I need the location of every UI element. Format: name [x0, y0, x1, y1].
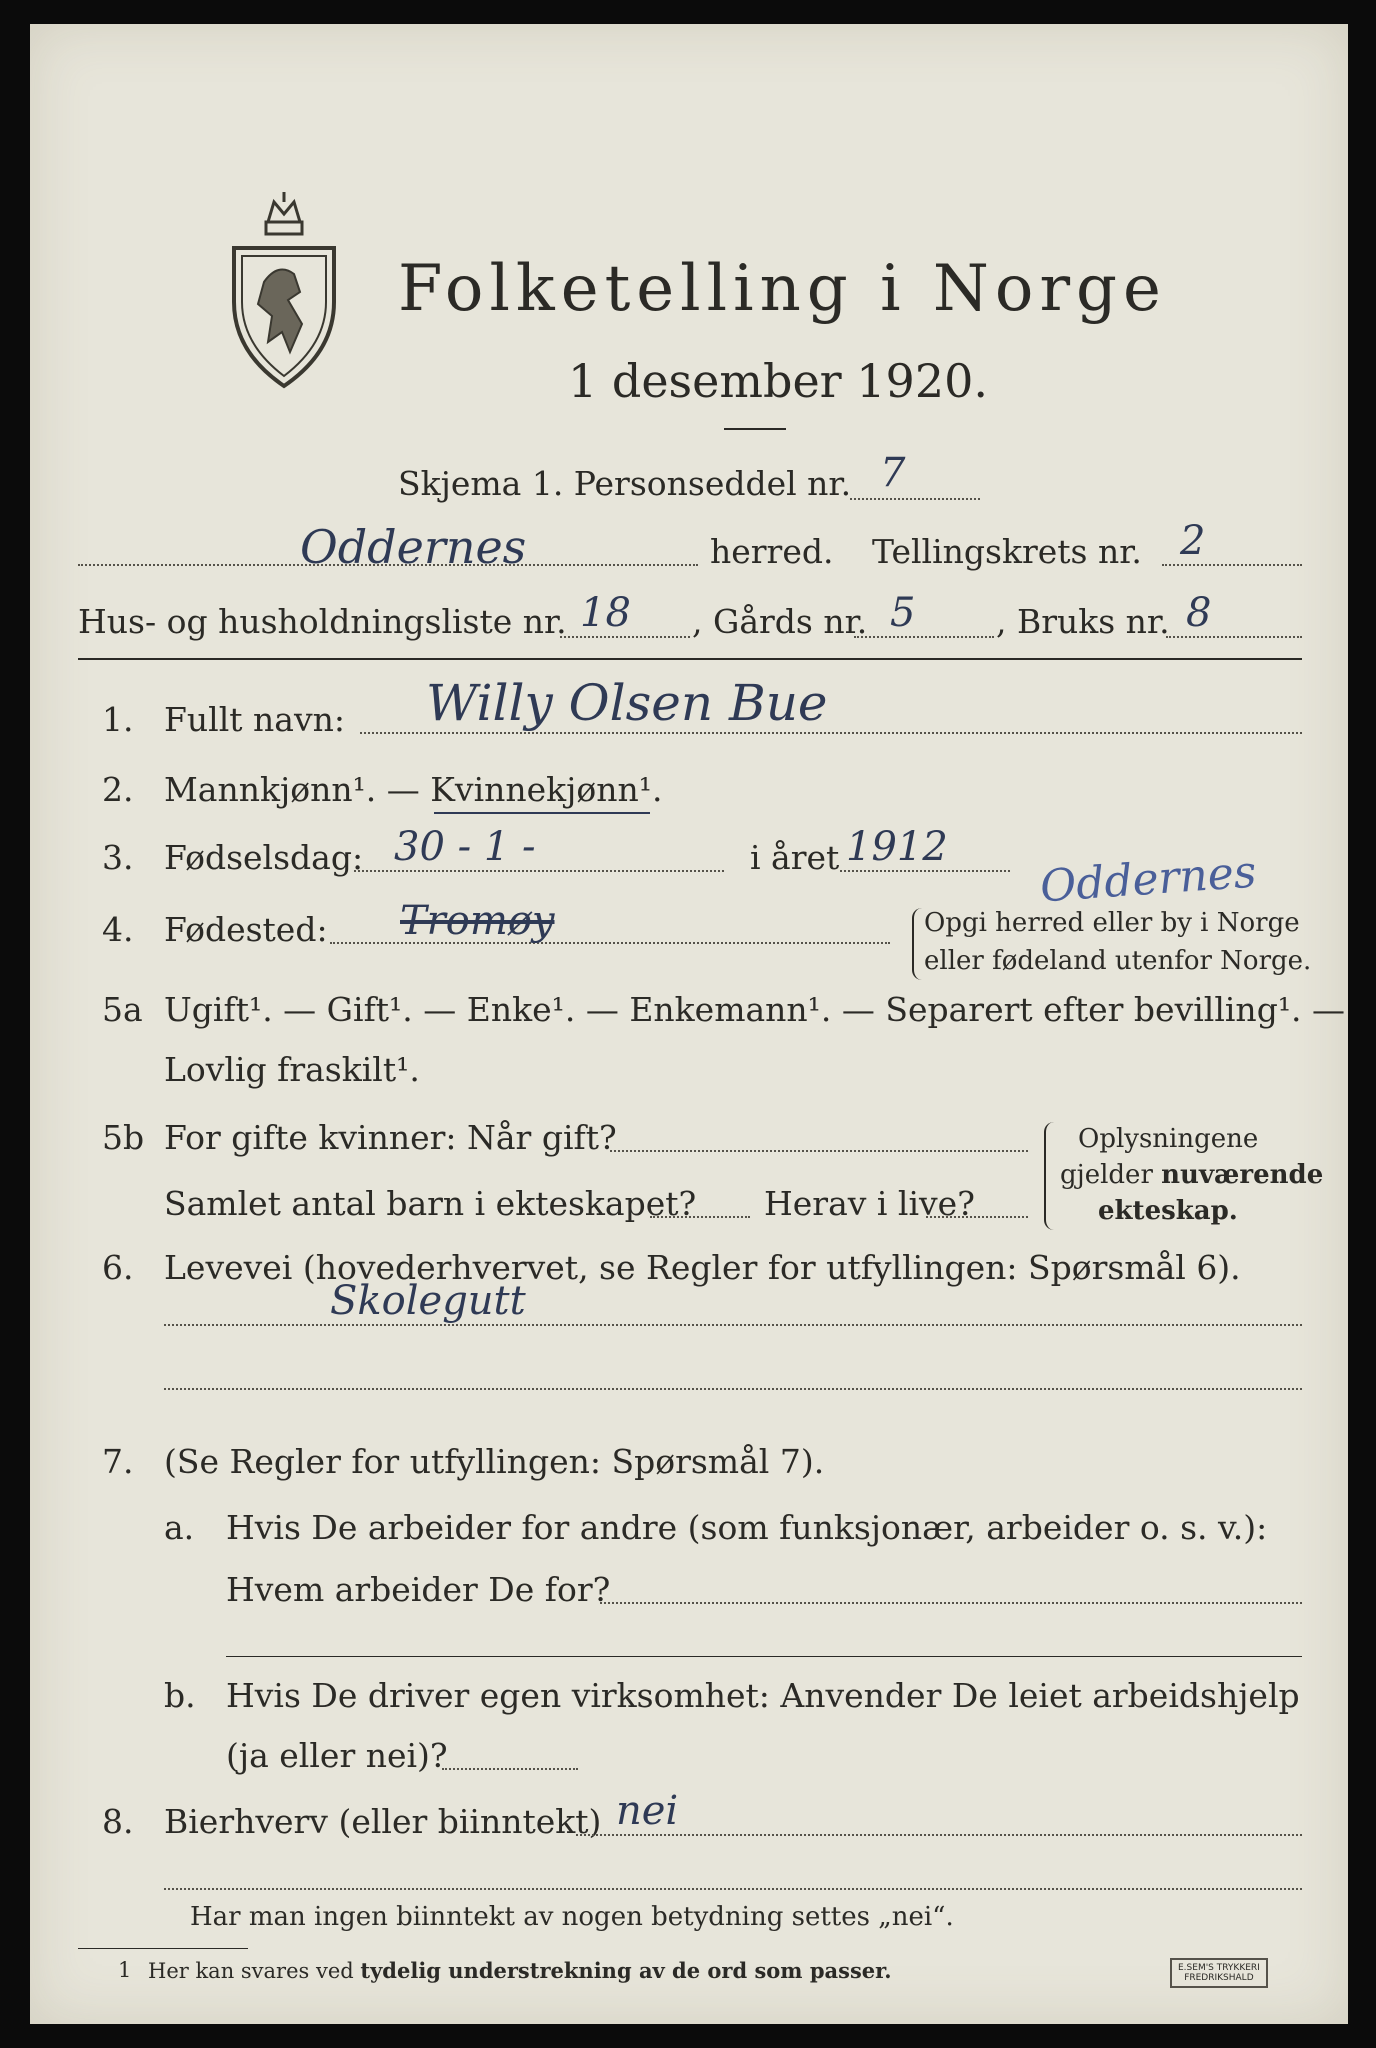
married-when-label: For gifte kvinner: Når gift?: [164, 1118, 617, 1157]
birthplace-hint-1: Opgi herred eller by i Norge: [924, 908, 1300, 938]
q4-number: 4.: [102, 910, 134, 949]
header-divider: [78, 658, 1302, 660]
full-name-field[interactable]: [360, 732, 1302, 734]
side-income-field[interactable]: [576, 1834, 1302, 1836]
q8-number: 8.: [102, 1802, 134, 1841]
birthplace-correction: Oddernes: [1038, 846, 1258, 913]
children-alive-field[interactable]: [926, 1216, 1028, 1218]
q7b-letter: b.: [164, 1676, 196, 1715]
bruks-label: , Bruks nr.: [996, 602, 1170, 641]
employer-label: Hvem arbeider De for?: [226, 1570, 611, 1609]
side-income-label: Bierhverv (eller biinntekt): [164, 1802, 602, 1841]
printer-mark: E.SEM'S TRYKKERI FREDRIKSHALD: [1170, 1958, 1268, 1988]
bruks-value: 8: [1186, 590, 1212, 636]
marriage-note-1: Oplysningene: [1078, 1124, 1259, 1154]
footnote-divider: [78, 1948, 248, 1949]
footnote-text: Her kan svares ved tydelig understrekning av de ord som passer.: [148, 1958, 892, 1983]
side-income-value: nei: [616, 1788, 679, 1834]
personseddel-field[interactable]: [850, 498, 980, 500]
occupation-field[interactable]: [164, 1324, 1302, 1326]
q1-number: 1.: [102, 700, 134, 739]
q6-number: 6.: [102, 1248, 134, 1287]
children-alive-label: Herav i live?: [764, 1184, 975, 1223]
employer-field-2[interactable]: [226, 1656, 1302, 1657]
census-form: [30, 24, 1348, 2024]
q3-label: Fødselsdag:: [164, 838, 364, 877]
liste-label: Hus- og husholdningsliste nr.: [78, 602, 567, 641]
herred-value: Oddernes: [300, 520, 527, 574]
liste-value: 18: [580, 590, 631, 636]
employer-field[interactable]: [600, 1602, 1302, 1604]
birth-year-value: 1912: [846, 824, 948, 870]
gards-field[interactable]: [854, 636, 994, 638]
q1-label: Fullt navn:: [164, 700, 345, 739]
q7-label: (Se Regler for utfyllingen: Spørsmål 7).: [164, 1442, 825, 1481]
children-total-label: Samlet antal barn i ekteskapet?: [164, 1184, 697, 1223]
marriage-note-brace: [1044, 1122, 1056, 1230]
children-total-field[interactable]: [650, 1216, 750, 1218]
gards-label: , Gårds nr.: [692, 602, 868, 641]
bruks-field[interactable]: [1166, 636, 1302, 638]
marital-options-2: Lovlig fraskilt¹.: [164, 1050, 420, 1089]
q2-number: 2.: [102, 770, 134, 809]
marriage-note-2: gjelder nuværende: [1060, 1160, 1324, 1190]
q7a-letter: a.: [164, 1508, 195, 1547]
footnote-mark: 1: [118, 1958, 132, 1982]
occupation-field-2[interactable]: [164, 1388, 1302, 1390]
birthdate-value: 30 - 1 -: [394, 824, 536, 870]
coat-of-arms-icon: [228, 192, 340, 392]
birthplace-hint-2: eller fødeland utenfor Norge.: [924, 946, 1312, 976]
q3-number: 3.: [102, 838, 134, 877]
married-when-field[interactable]: [610, 1150, 1028, 1152]
marriage-note-3: ekteskap.: [1098, 1196, 1238, 1226]
personseddel-value: 7: [880, 450, 906, 496]
hired-help-field[interactable]: [442, 1768, 578, 1770]
title-divider: [724, 428, 786, 430]
tellingskrets-label: Tellingskrets nr.: [872, 532, 1142, 571]
marital-options: Ugift¹. — Gift¹. — Enke¹. — Enkemann¹. — Separert efter bevilling¹. —: [164, 990, 1346, 1029]
gards-value: 5: [890, 590, 916, 636]
herred-label: herred.: [710, 532, 834, 571]
occupation-value: Skolegutt: [330, 1278, 526, 1324]
occupation-label: Levevei (hovederhvervet, se Regler for utfyllingen: Spørsmål 6).: [164, 1248, 1241, 1287]
gender-underline: [434, 812, 650, 814]
side-income-field-2[interactable]: [164, 1888, 1302, 1890]
q7-number: 7.: [102, 1442, 134, 1481]
hired-help-label: (ja eller nei)?: [226, 1736, 448, 1775]
q5b-number: 5b: [102, 1118, 145, 1157]
schema-label: Skjema 1. Personseddel nr.: [398, 464, 852, 503]
liste-field[interactable]: [560, 636, 690, 638]
q5a-number: 5a: [102, 990, 143, 1029]
birthplace-brace: [912, 908, 922, 980]
census-date: 1 desember 1920.: [568, 354, 988, 408]
footer-note: Har man ingen biinntekt av nogen betydning settes „nei“.: [190, 1902, 954, 1932]
year-label: i året: [750, 838, 840, 877]
q4-label: Fødested:: [164, 910, 328, 949]
q2-label: Mannkjønn¹. — Kvinnekjønn¹.: [164, 770, 663, 809]
tellingskrets-field[interactable]: [1162, 564, 1302, 566]
birthplace-value: Tromøy: [400, 898, 555, 944]
q7a-question: Hvis De arbeider for andre (som funksjonær, arbeider o. s. v.):: [226, 1508, 1268, 1547]
q7b-question: Hvis De driver egen virksomhet: Anvender De leiet arbeidshjelp: [226, 1676, 1300, 1715]
birthdate-field[interactable]: [354, 870, 724, 872]
full-name-value: Willy Olsen Bue: [426, 674, 828, 732]
form-title: Folketelling i Norge: [398, 252, 1167, 326]
tellingskrets-value: 2: [1180, 518, 1206, 564]
birth-year-field[interactable]: [840, 870, 1010, 872]
